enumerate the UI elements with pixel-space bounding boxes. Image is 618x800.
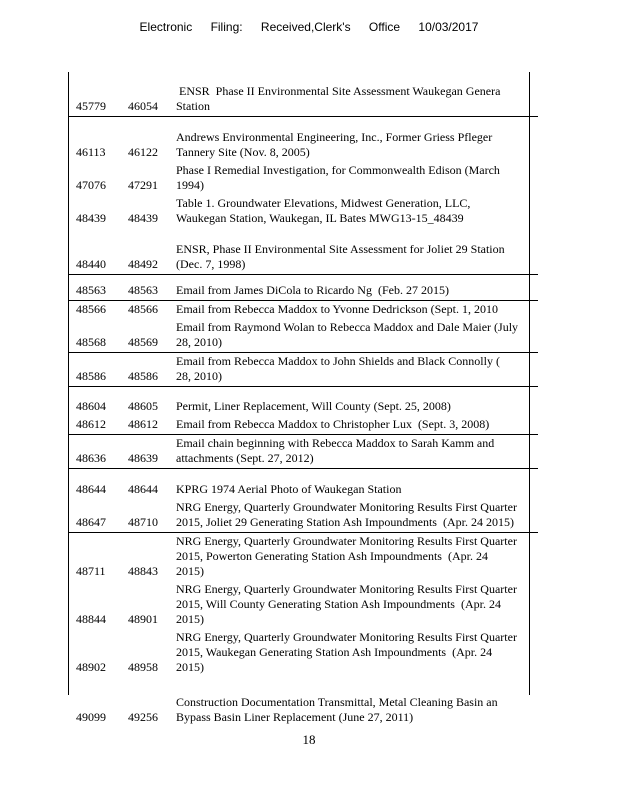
- bates-begin: 48711: [68, 532, 128, 581]
- description-text: Phase I Remedial Investigation, for Commonwealth Edison (March 1994): [176, 163, 500, 192]
- header-filing: Filing:: [210, 20, 243, 34]
- document-description: [176, 319, 538, 353]
- bates-begin: 48440: [76, 256, 106, 271]
- table-row: [68, 300, 538, 319]
- description-text: Construction Documentation Transmittal, Metal Cleaning Basin an Bypass Basin Liner Replacement (June 27, 2011): [176, 694, 498, 724]
- bates-begin: 48636: [68, 435, 128, 469]
- bates-begin: 48604: [68, 386, 128, 416]
- bates-end: 49256: [128, 709, 158, 724]
- bates-end: 48566: [128, 300, 176, 319]
- table-row: [68, 435, 538, 469]
- table-row: [68, 386, 538, 416]
- table-row: [68, 629, 538, 677]
- description-text: NRG Energy, Quarterly Groundwater Monitoring Results First Quarter 2015, Powerton Generating Station Ash Impoundments (Apr. 24 2015): [176, 533, 517, 578]
- bates-end: 48563: [128, 274, 176, 300]
- bates-end: 48439: [128, 211, 158, 225]
- document-description: [176, 499, 538, 533]
- exhibit-table: [68, 72, 538, 727]
- bates-end: 48569: [128, 334, 158, 349]
- bates-begin: 48902: [76, 659, 106, 674]
- table-row: [68, 195, 538, 228]
- bates-begin: 49099: [76, 709, 106, 724]
- document-description: [176, 386, 538, 416]
- bates-end: 48605: [128, 386, 176, 416]
- description-text: NRG Energy, Quarterly Groundwater Monitoring Results First Quarter 2015, Waukegan Generating Station Ash Impoundments (Apr. 24 2015): [176, 629, 517, 674]
- header-electronic: Electronic: [139, 20, 193, 34]
- description-text: Email from Rebecca Maddox to Christopher Lux (Sept. 3, 2008): [176, 417, 490, 431]
- document-description: [176, 629, 538, 677]
- bates-end: 46122: [128, 116, 176, 162]
- bates-end: 48492: [128, 256, 158, 271]
- document-description: [176, 352, 538, 386]
- bates-begin: 48647: [76, 514, 106, 529]
- header-office: Office: [368, 20, 401, 34]
- description-text: Email from James DiCola to Ricardo Ng (Feb. 27 2015): [176, 282, 449, 297]
- bates-begin: 48844: [76, 611, 106, 626]
- description-text: Email from Rebecca Maddox to Yvonne Dedrickson (Sept. 1, 2010: [176, 301, 498, 316]
- document-description: [176, 274, 538, 300]
- bates-begin: 46113: [68, 116, 128, 162]
- description-text: NRG Energy, Quarterly Groundwater Monitoring Results First Quarter 2015, Will County Generating Station Ash Impoundments (Apr. 24 2015): [176, 581, 517, 626]
- document-description: [176, 72, 538, 116]
- table-row: [68, 162, 538, 195]
- document-description: [176, 416, 538, 435]
- table-row: [68, 319, 538, 353]
- table-row: [68, 116, 538, 162]
- description-text: Email from Rebecca Maddox to John Shields and Black Connolly ( 28, 2010): [176, 353, 500, 383]
- description-text: Table 1. Groundwater Elevations, Midwest Generation, LLC, Waukegan Station, Waukegan, IL Bates MWG13-15_48439: [176, 196, 471, 225]
- bates-begin: 45779: [76, 98, 106, 113]
- table-row: [68, 72, 538, 116]
- description-text: Email from Raymond Wolan to Rebecca Maddox and Dale Maier (July 28, 2010): [176, 319, 519, 349]
- bates-end: 48843: [128, 532, 176, 581]
- bates-begin: 48586: [68, 352, 128, 386]
- filing-header: [0, 20, 618, 34]
- document-description: [176, 532, 538, 581]
- bates-end: 46054: [128, 98, 158, 113]
- page-number: 18: [302, 732, 316, 747]
- header-date: 10/03/2017: [418, 20, 479, 34]
- bates-begin: 48563: [68, 274, 128, 300]
- bates-end: 48644: [128, 469, 176, 499]
- header-received: Received,Clerk's: [260, 20, 351, 34]
- bates-end: 48639: [128, 435, 176, 469]
- table-row: [68, 416, 538, 435]
- description-text: Andrews Environmental Engineering, Inc., Former Griess Pfleger Tannery Site (Nov. 8, 2005): [176, 130, 493, 159]
- document-description: [176, 116, 538, 162]
- table-row: [68, 581, 538, 629]
- document-description: [176, 195, 538, 228]
- bates-begin: 48568: [76, 334, 106, 349]
- document-description: [176, 469, 538, 499]
- bates-end: 48958: [128, 659, 158, 674]
- description-text: NRG Energy, Quarterly Groundwater Monitoring Results First Quarter 2015, Joliet 29 Generating Station Ash Impoundments (Apr. 24 2015): [176, 499, 517, 529]
- bates-begin: 47076: [76, 178, 106, 192]
- description-text: KPRG 1974 Aerial Photo of Waukegan Station: [176, 481, 402, 496]
- table-row: [68, 469, 538, 499]
- bates-begin: 48612: [76, 417, 106, 431]
- description-text: ENSR, Phase II Environmental Site Assessment for Joliet 29 Station (Dec. 7, 1998): [176, 241, 505, 271]
- table-row: [68, 274, 538, 300]
- document-description: [176, 581, 538, 629]
- document-description: [176, 300, 538, 319]
- bates-end: 48901: [128, 611, 158, 626]
- bates-end: 48710: [128, 514, 158, 529]
- table-row: [68, 532, 538, 581]
- bates-end: 47291: [128, 178, 158, 192]
- description-text: ENSR Phase II Environmental Site Assessment Waukegan Genera Station: [176, 83, 501, 113]
- bates-begin: 48644: [68, 469, 128, 499]
- description-text: Email chain beginning with Rebecca Maddox to Sarah Kamm and attachments (Sept. 27, 2012): [176, 436, 495, 465]
- table-row: [68, 677, 538, 727]
- document-description: [176, 228, 538, 274]
- table-row: [68, 499, 538, 533]
- bates-begin: 48439: [76, 211, 106, 225]
- table-row: [68, 228, 538, 274]
- document-description: [176, 677, 538, 727]
- bates-end: 48612: [128, 417, 158, 431]
- bates-end: 48586: [128, 352, 176, 386]
- table-row: [68, 352, 538, 386]
- document-description: [176, 435, 538, 469]
- document-description: [176, 162, 538, 195]
- bates-begin: 48566: [68, 300, 128, 319]
- description-text: Permit, Liner Replacement, Will County (Sept. 25, 2008): [176, 399, 451, 413]
